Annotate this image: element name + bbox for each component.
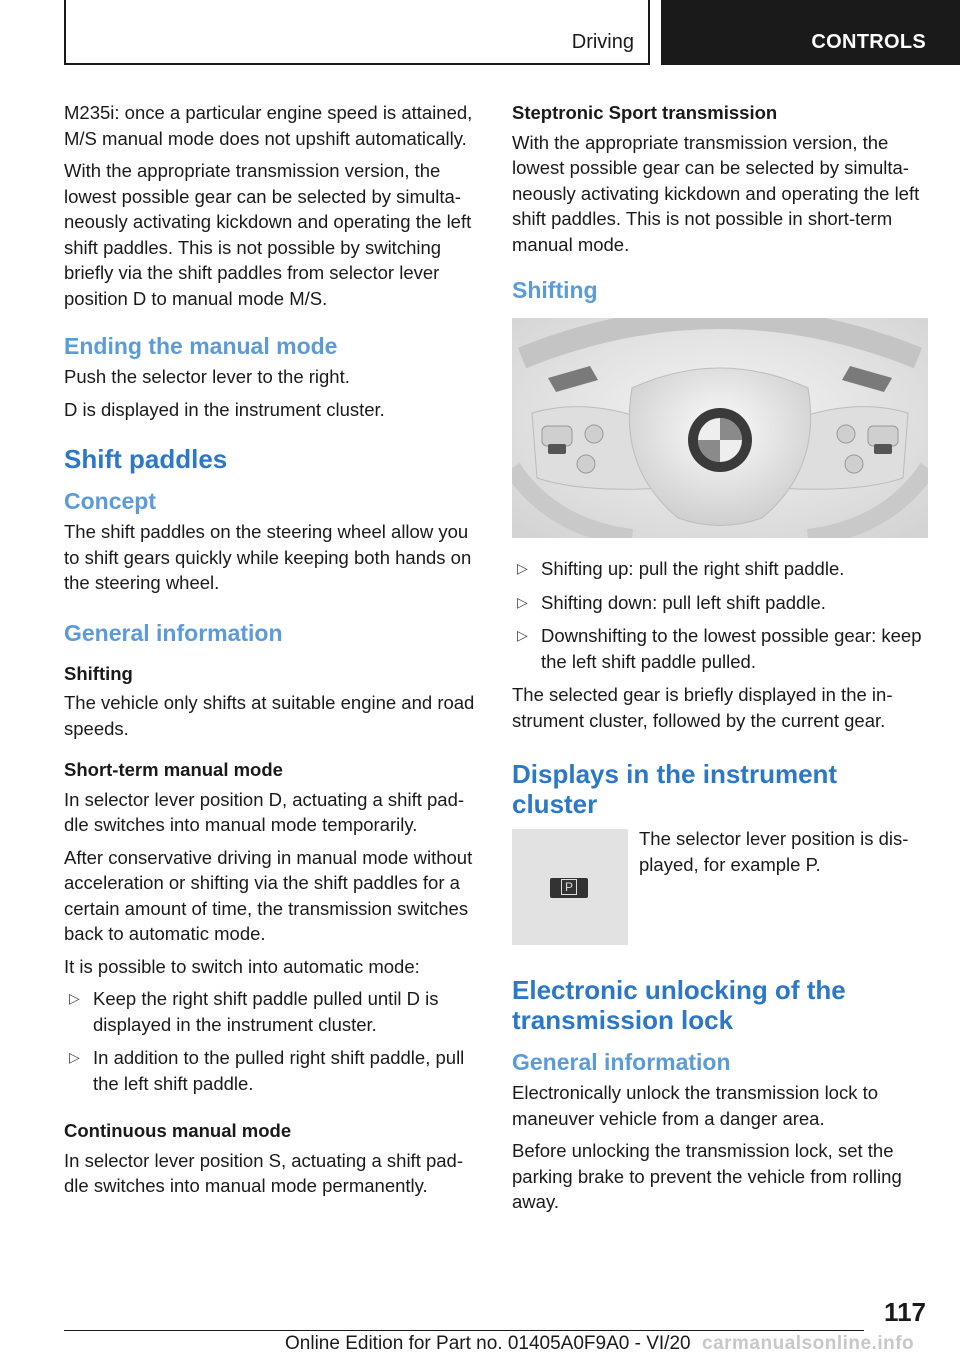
subheading-steptronic-sport: Steptronic Sport transmission <box>512 102 778 123</box>
paragraph: After conservative driving in manual mode without acceleration or shifting via the shift paddles for a certain amount of time, the transmission switches back to automatic mode. <box>64 846 473 944</box>
heading-general-information: General information <box>512 1049 731 1075</box>
triangle-right-icon: ▷ <box>69 1049 80 1065</box>
list-item <box>64 1045 480 1096</box>
heading-ending-manual-mode: Ending the manual mode <box>64 333 338 359</box>
triangle-right-icon: ▷ <box>517 560 528 576</box>
left-column <box>64 100 480 1206</box>
list-item-text: In addition to the pulled right shift paddle, pull the left shift paddle. <box>93 1047 465 1094</box>
header-chapter-label: CONTROLS <box>811 31 926 53</box>
heading-general-information: General information <box>64 619 283 646</box>
heading-shift-paddles: Shift paddles <box>64 444 228 474</box>
paragraph: The selected gear is briefly displayed in the instrument cluster, followed by the current gear. <box>512 684 893 731</box>
list-item-text: Shifting up: pull the right shift paddle. <box>541 558 845 579</box>
header-bottom-rule <box>64 63 650 65</box>
heading-shifting: Shifting <box>512 277 598 303</box>
list-item <box>64 986 480 1037</box>
heading-electronic-unlocking: Electronic unlocking of the transmission lock <box>512 975 846 1035</box>
header-section-title: Driving <box>571 31 634 53</box>
triangle-right-icon: ▷ <box>517 627 528 643</box>
header-left-rule <box>64 0 66 64</box>
subheading-short-term-manual-mode: Short-term manual mode <box>64 759 283 780</box>
list-item-text: Downshifting to the lowest possible gear: keep the left shift paddle pulled. <box>541 625 922 672</box>
paragraph: In selector lever position D, actuating a shift paddle switches into manual mode temporarily. <box>64 788 465 835</box>
bullet-list <box>512 556 928 674</box>
paragraph: Push the selector lever to the right. <box>64 366 350 387</box>
paragraph: The selector lever position is displayed, for example P. <box>639 828 909 875</box>
list-item-text: Shifting down: pull left shift paddle. <box>541 591 826 613</box>
list-item <box>512 623 928 674</box>
page-number: 117 <box>884 1297 926 1327</box>
watermark: carmanualsonline.info <box>702 1333 915 1354</box>
cluster-display-row <box>512 829 928 947</box>
footer-edition: Online Edition for Part no. 01405A0F9A0 - VI/20 <box>285 1333 691 1354</box>
paragraph: Before unlocking the transmission lock, set the parking brake to prevent the vehicle from rolling away. <box>512 1140 902 1212</box>
paragraph: Electronically unlock the transmission lock to maneuver vehicle from a danger area. <box>512 1082 879 1129</box>
list-item-text: Keep the right shift paddle pulled until D is displayed in the instrument cluster. <box>93 988 439 1035</box>
steering-wheel-illustration <box>512 318 928 538</box>
triangle-right-icon: ▷ <box>517 593 528 610</box>
subheading-continuous-manual-mode: Continuous manual mode <box>64 1120 292 1141</box>
paragraph: With the appropriate transmission version, the lowest possible gear can be selected by simultaneously activating kickdown and operating the left shift paddles. This is not possible in short-term manual mode. <box>512 131 920 255</box>
paragraph: With the appropriate transmission version, the lowest possible gear can be selected by simultaneously activating kickdown and operating the left shift paddles. This is not possible by switching briefly via the shift paddles from selector lever position D to manual mode M/S. <box>64 160 472 309</box>
list-item <box>512 590 928 616</box>
triangle-right-icon: ▷ <box>69 990 80 1006</box>
header-right-rule <box>648 0 650 64</box>
subheading-shifting: Shifting <box>64 662 133 684</box>
list-item <box>512 556 928 582</box>
heading-concept: Concept <box>64 488 156 514</box>
instrument-cluster-illustration <box>512 829 628 945</box>
paragraph: D is displayed in the instrument cluster. <box>64 398 385 420</box>
heading-displays-instrument-cluster: Displays in the instrument cluster <box>512 759 838 819</box>
header-chapter-tab <box>661 0 960 65</box>
park-indicator-letter: P <box>561 879 577 895</box>
park-indicator-icon <box>550 878 588 898</box>
right-column <box>512 100 928 1222</box>
paragraph: In selector lever position S, actuating a shift paddle switches into manual mode permanently. <box>64 1149 464 1196</box>
bullet-list <box>64 986 480 1096</box>
paragraph: The shift paddles on the steering wheel allow you to shift gears quickly while keeping both hands on the steering wheel. <box>64 521 472 593</box>
paragraph: It is possible to switch into automatic mode: <box>64 955 420 977</box>
paragraph: The vehicle only shifts at suitable engine and road speeds. <box>64 692 475 739</box>
footer-rule <box>64 1330 864 1331</box>
paragraph: M235i: once a particular engine speed is attained, M/S manual mode does not upshift automatically. <box>64 102 473 149</box>
